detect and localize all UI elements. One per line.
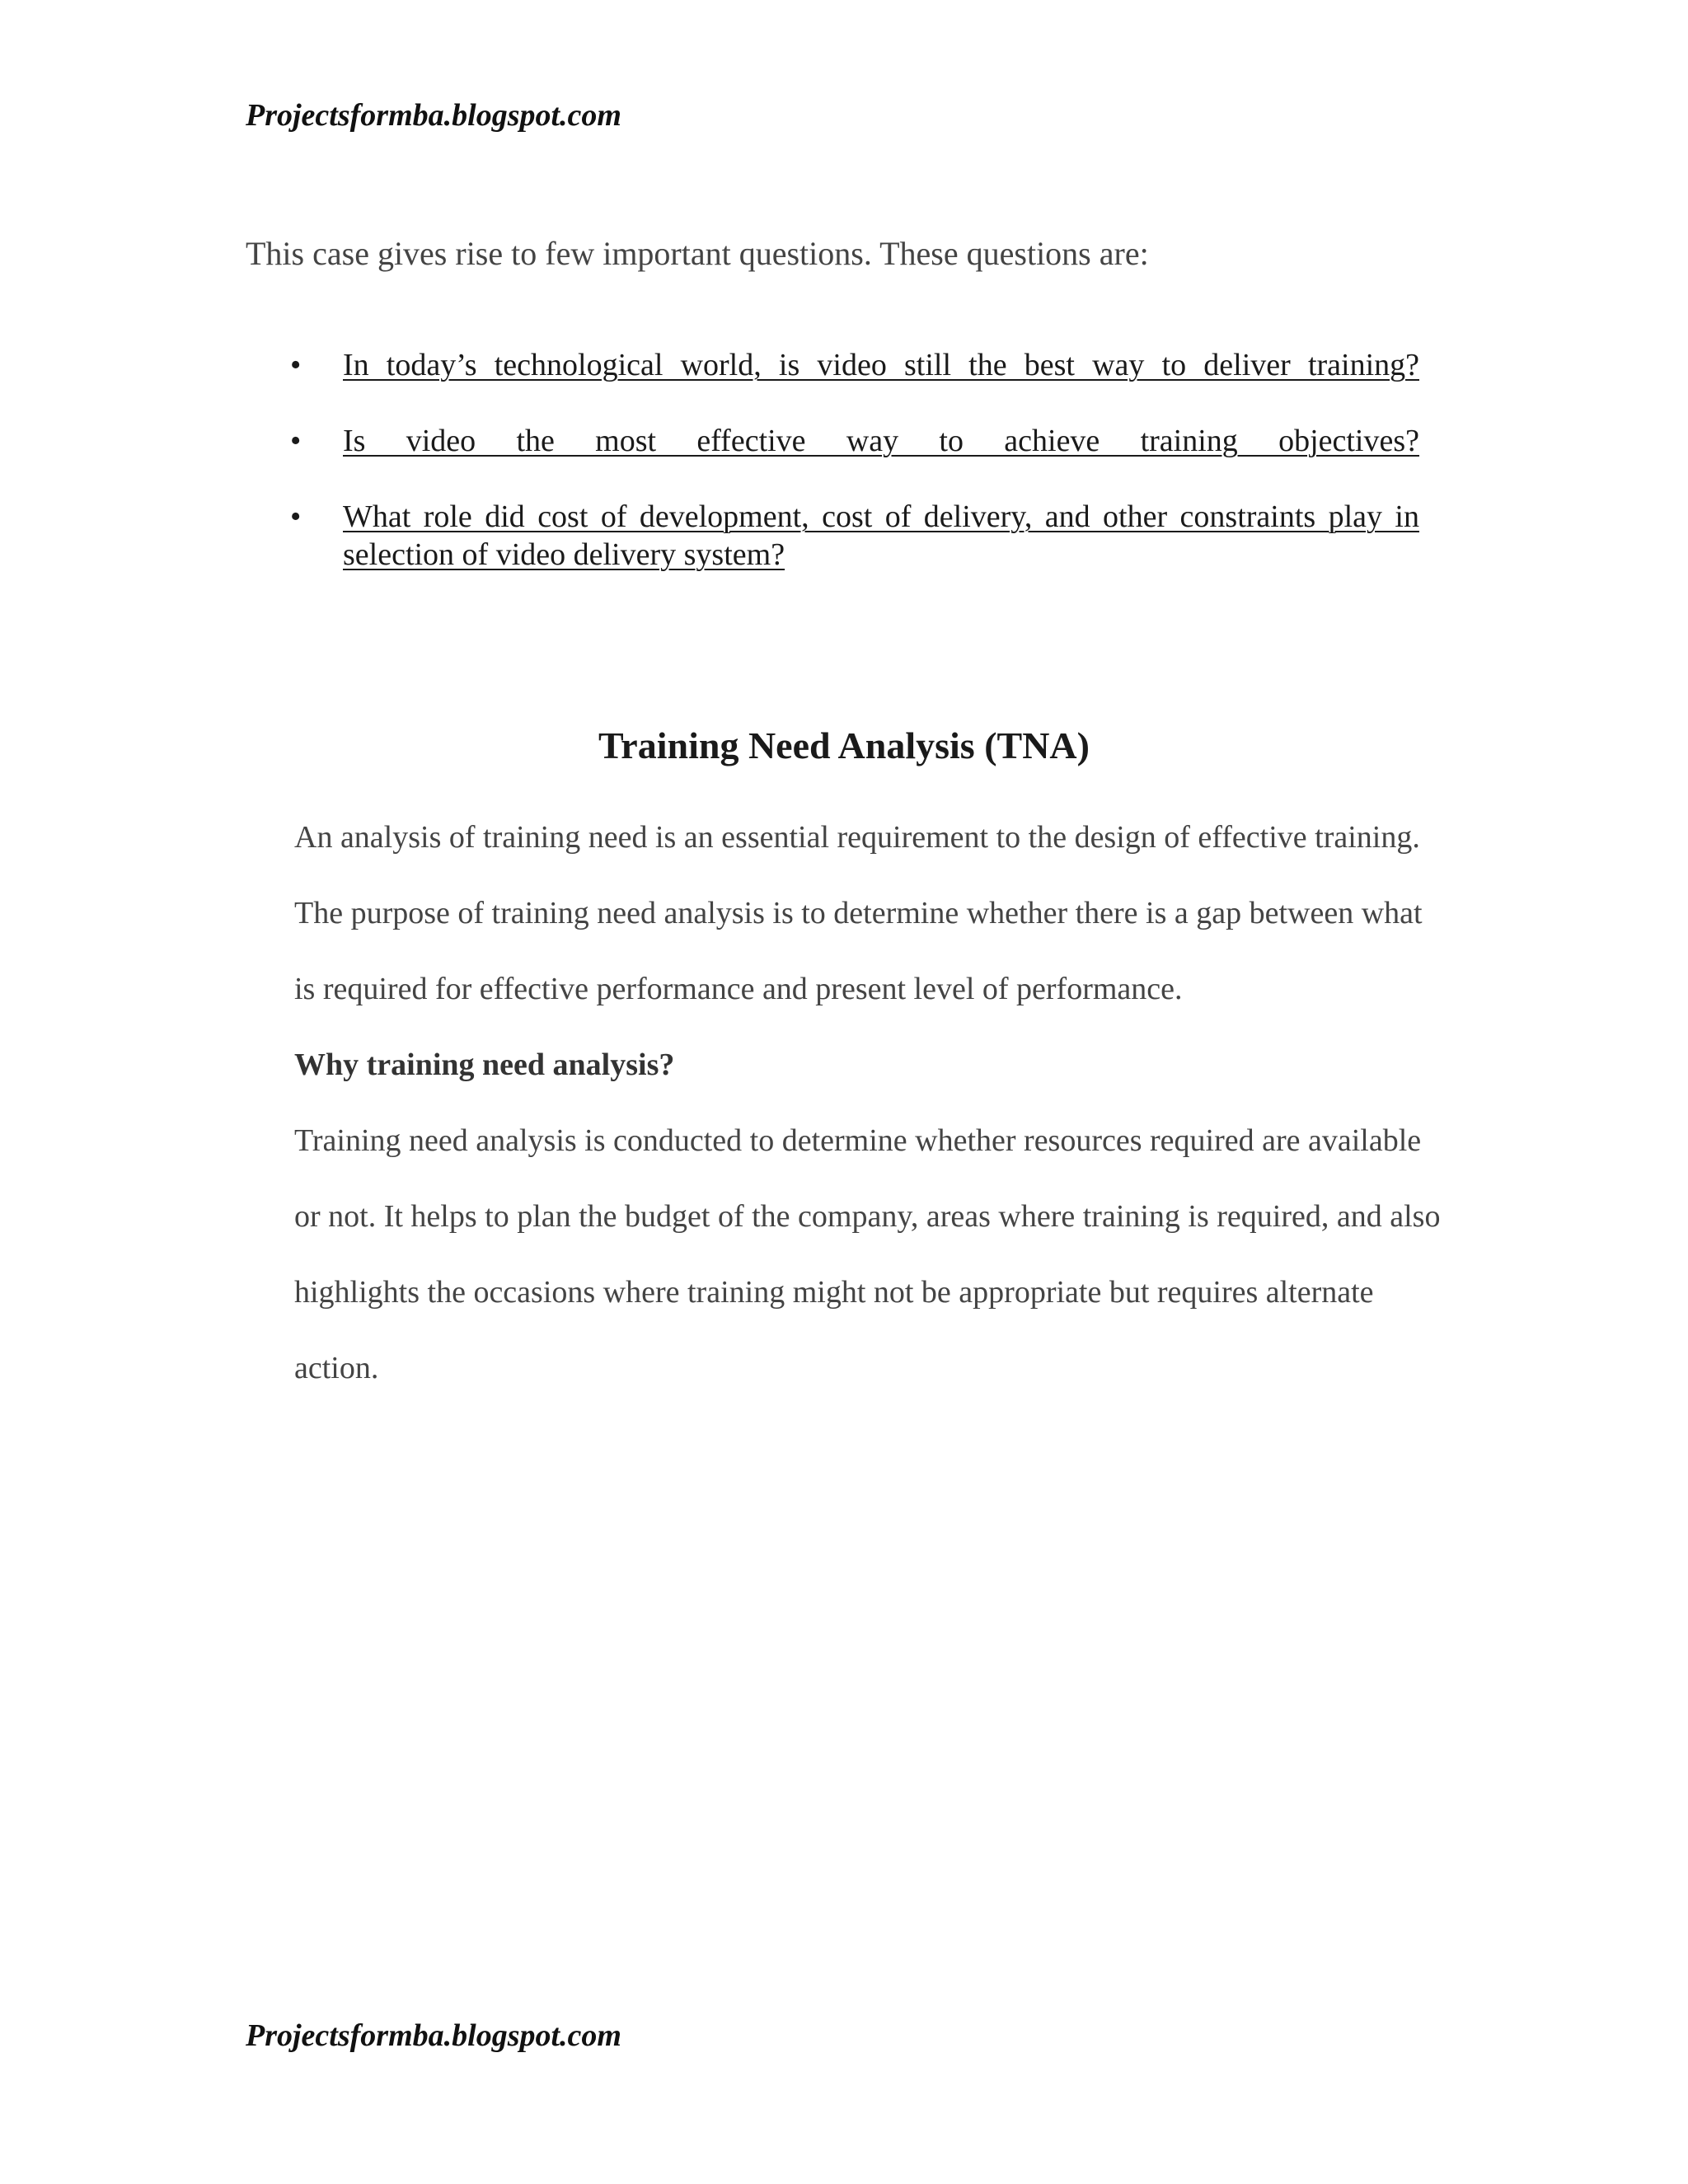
paragraph: Training need analysis is conducted to determine whether resources required are available or not. It helps to plan the budget of the company, areas where training is required, and also highlights the occasions where training might not be appropriate but requires alternate action. xyxy=(294,1123,1441,1385)
bullet-icon: • xyxy=(290,499,302,534)
footer-site-name: Projectsformba.blogspot.com xyxy=(246,2018,621,2053)
question-text: In today’s technological world, is video still the best way to deliver training? xyxy=(343,348,1419,382)
header-site-name: Projectsformba.blogspot.com xyxy=(246,98,621,133)
list-item xyxy=(290,422,1419,460)
list-item xyxy=(290,498,1419,574)
question-text: What role did cost of development, cost of delivery, and other constraints play in selection of video delivery system? xyxy=(343,499,1419,572)
questions-list xyxy=(290,346,1419,612)
bullet-icon: • xyxy=(290,424,302,458)
bullet-icon: • xyxy=(290,348,302,382)
intro-text: This case gives rise to few important questions. These questions are: xyxy=(246,235,1149,272)
paragraph: An analysis of training need is an essential requirement to the design of effective training. The purpose of training need analysis is to determine whether there is a gap between what is required for effective performance and present level of performance. xyxy=(294,820,1423,1006)
sub-heading: Why training need analysis? xyxy=(294,1047,675,1082)
list-item xyxy=(290,346,1419,384)
section-body xyxy=(294,799,1448,1406)
section-title: Training Need Analysis (TNA) xyxy=(598,724,1090,766)
question-text: Is video the most effective way to achieve training objectives? xyxy=(343,424,1419,458)
